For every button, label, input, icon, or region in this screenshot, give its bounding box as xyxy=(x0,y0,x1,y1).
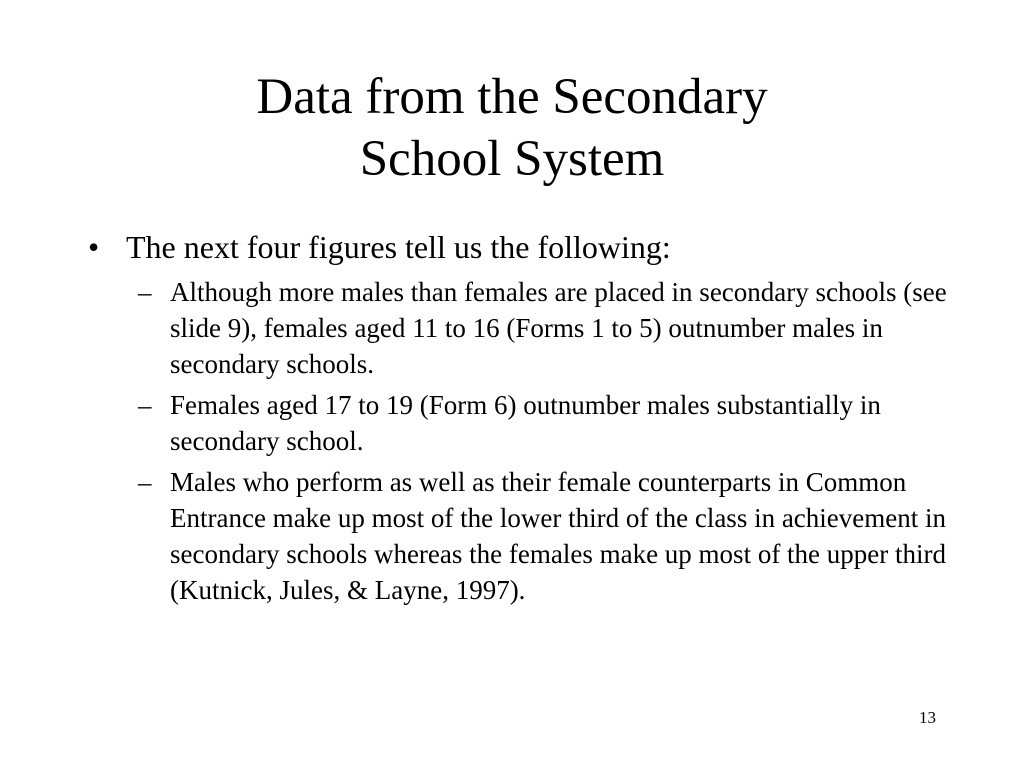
sub-bullet-text: Males who perform as well as their female counterparts in Common Entrance make up most of the lower third of the class in achievement in secondary schools whereas the females make up most of the upper third (Kutnick, Jules, & Layne, 1997). xyxy=(170,467,947,605)
main-bullet xyxy=(88,226,948,268)
slide-title-line-2: School System xyxy=(359,131,665,187)
slide-number: 13 xyxy=(919,708,936,727)
slide-title xyxy=(100,66,924,190)
main-bullet-text: The next four figures tell us the following: xyxy=(126,229,671,265)
sub-bullet-text: Females aged 17 to 19 (Form 6) outnumber males substantially in secondary school. xyxy=(170,390,881,456)
dash-marker: – xyxy=(138,467,152,497)
slide-title-line-1: Data from the Secondary xyxy=(256,69,768,125)
sub-bullet-item xyxy=(88,464,948,608)
sub-bullet-item xyxy=(88,387,948,459)
dash-marker: – xyxy=(138,390,152,420)
sub-bullet-list xyxy=(88,274,948,608)
sub-bullet-item xyxy=(88,274,948,382)
sub-bullet-text: Although more males than females are placed in secondary schools (see slide 9), females aged 11 to 16 (Forms 1 to 5) outnumber males in secondary schools. xyxy=(170,277,947,379)
dash-marker: – xyxy=(138,277,152,307)
slide-body xyxy=(88,226,948,613)
bullet-marker: • xyxy=(88,229,100,265)
